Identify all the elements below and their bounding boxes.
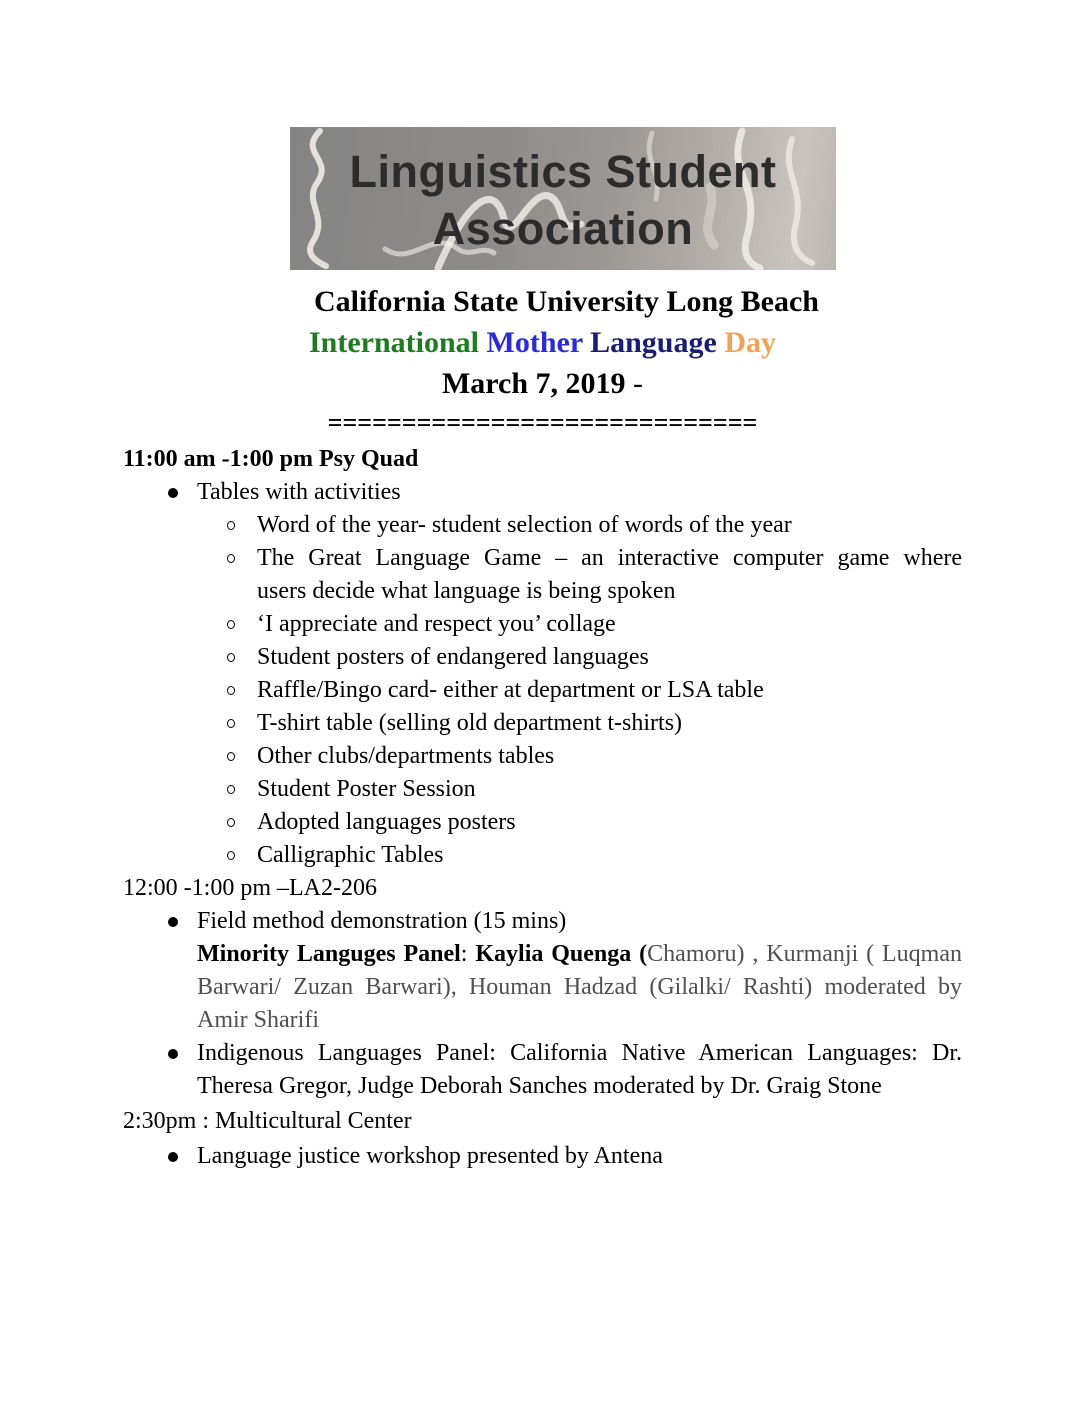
bullet-dot-icon [168,1152,178,1162]
list-item [123,839,962,872]
logo-line2: Association [432,202,694,254]
list-item-label: Calligraphic Tables [257,842,444,868]
bullet-dot-icon [168,917,178,927]
list-item-label: T-shirt table (selling old department t-shirts) [257,710,683,736]
bullet-dot-icon [168,488,178,498]
date-line [123,363,962,404]
title-word-language: Language [590,326,717,359]
list-item-label: Student posters of endangered languages [257,644,649,670]
list-item [123,509,962,542]
lsa-logo-image [290,127,836,270]
circle-bullet-icon [227,653,235,662]
minority-panel-line3: Amir Sharifi [197,1007,319,1033]
minority-panel-sep: : [460,941,476,967]
list-item-label: Raffle/Bingo card- either at department or LSA table [257,677,764,703]
event-date: March 7, 2019 [441,367,626,400]
section-heading-psy-quad: 11:00 am -1:00 pm Psy Quad [123,446,419,472]
list-item-label: ‘I appreciate and respect you’ collage [257,611,616,637]
indigenous-panel-line2: Theresa Gregor, Judge Deborah Sanches moderated by Dr. Graig Stone [197,1073,882,1099]
list-item-label: Student Poster Session [257,776,476,802]
section-heading-la2-206: 12:00 -1:00 pm –LA2-206 [123,875,377,901]
separator-line: ============================= [327,408,758,437]
list-item-label: Field method demonstration (15 mins) [197,908,567,934]
bullet-dot-icon [168,1049,178,1059]
event-title [123,322,962,363]
list-item-label: users decide what language is being spoken [257,578,676,604]
list-item [123,641,962,674]
list-item [123,608,962,641]
list-item-label: The Great Language Game – an interactive computer game where [257,545,962,571]
minority-panel-detail: Chamoru) , Kurmanji ( Luqman [647,941,962,967]
list-item [123,707,962,740]
minority-panel-speaker: Kaylia Quenga ( [475,941,648,967]
list-item [123,806,962,839]
circle-bullet-icon [227,554,235,563]
schedule [123,443,962,1173]
minority-panel-line1 [197,938,962,971]
section-heading-multicultural-center: 2:30pm : Multicultural Center [123,1108,412,1134]
circle-bullet-icon [227,785,235,794]
circle-bullet-icon [227,719,235,728]
title-word-day: Day [724,326,776,359]
list-item-label: Other clubs/departments tables [257,743,555,769]
minority-panel-line2: Barwari/ Zuzan Barwari), Houman Hadzad (Gilalki/ Rashti) moderated by [197,974,962,1000]
list-item [123,905,962,1037]
list-item [123,674,962,707]
indigenous-panel-line1: Indigenous Languages Panel: California Native American Languages: Dr. [197,1040,962,1066]
logo-text [290,127,836,270]
header-block [123,281,962,441]
list-item-label: Adopted languages posters [257,809,516,835]
list-item [123,773,962,806]
list-item [123,1140,962,1173]
circle-bullet-icon [227,752,235,761]
circle-bullet-icon [227,818,235,827]
list-item-label: Word of the year- student selection of words of the year [257,512,792,538]
minority-panel-title: Minority Languges Panel [197,941,461,967]
title-word-mother: Mother [486,326,583,359]
university-title: California State University Long Beach [314,285,819,318]
list-item-label: Language justice workshop presented by Antena [197,1143,663,1169]
title-word-international: International [309,326,480,359]
circle-bullet-icon [227,851,235,860]
list-item [123,476,962,509]
list-item-label: Tables with activities [197,479,401,505]
list-item [123,542,962,608]
circle-bullet-icon [227,686,235,695]
list-item [123,1037,962,1103]
date-suffix: - [625,367,644,400]
list-item [123,740,962,773]
circle-bullet-icon [227,521,235,530]
logo-line1: Linguistics Student [349,145,777,197]
circle-bullet-icon [227,620,235,629]
